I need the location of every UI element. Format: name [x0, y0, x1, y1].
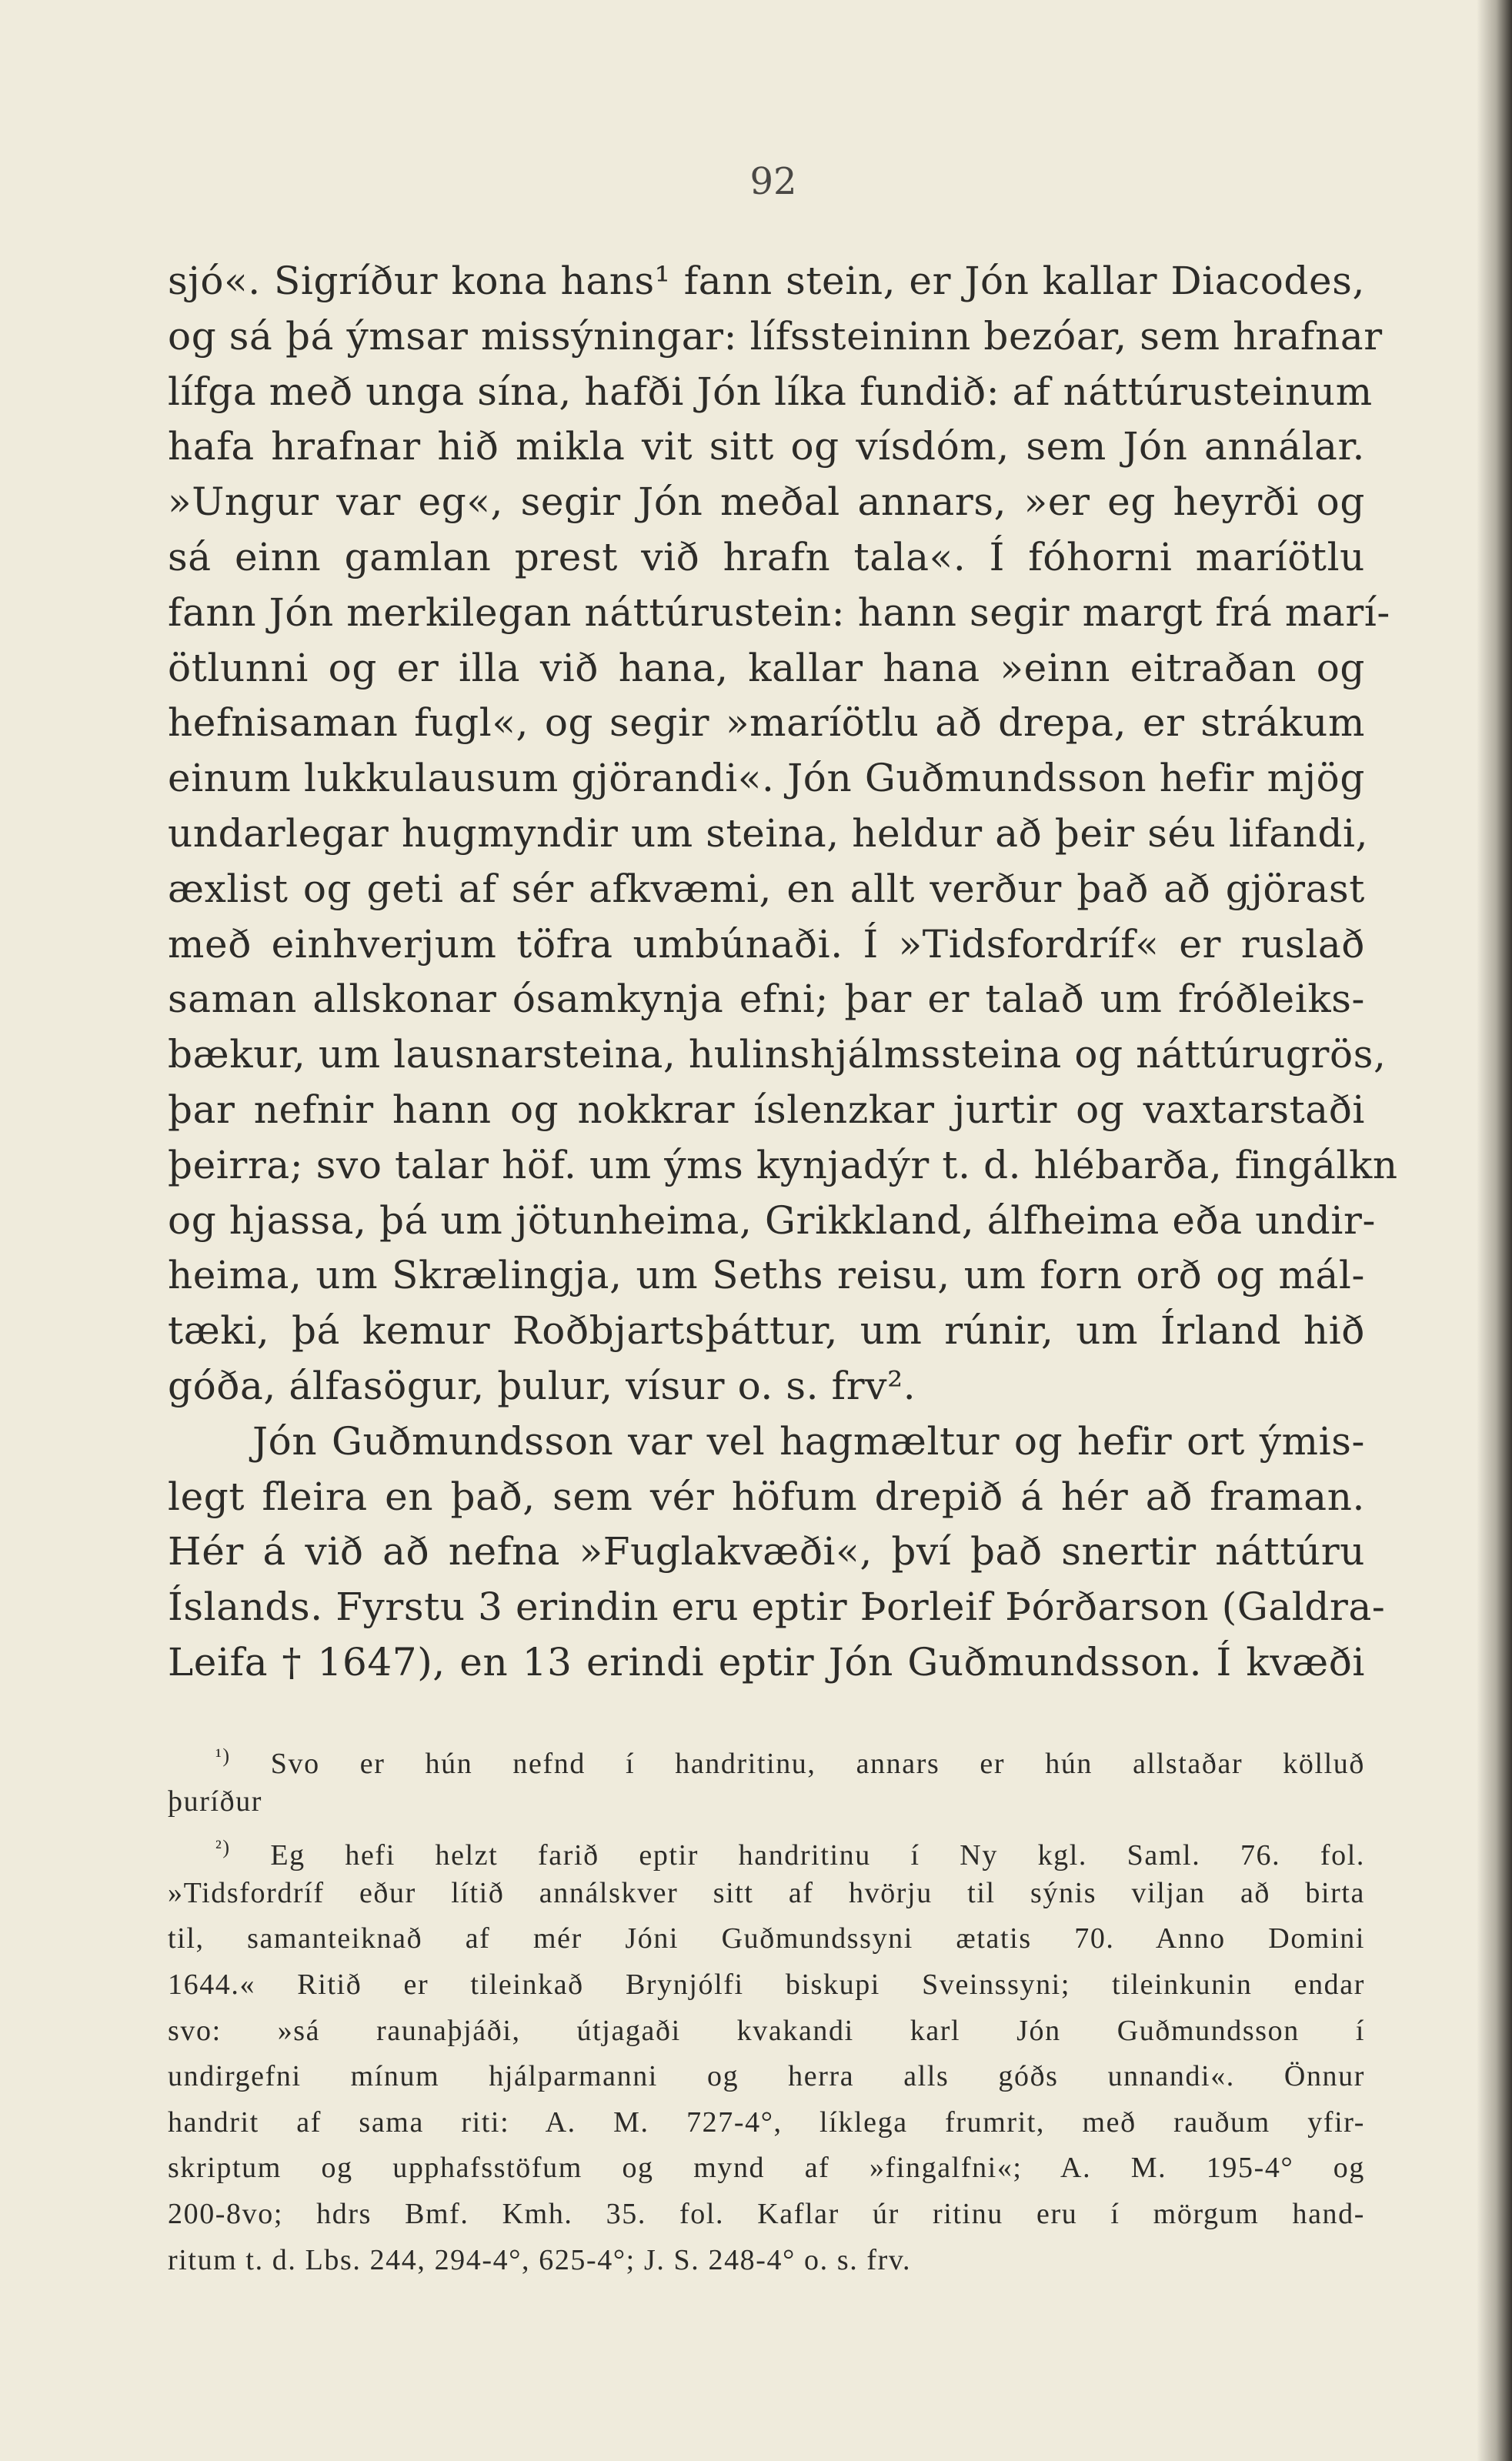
footnote-2-text: Eg hefi helzt farið eptir handritinu í Ny kgl. Saml. 76. fol. [270, 1839, 1365, 1872]
text-line: einum lukkulausum gjörandi«. Jón Guðmundsson hefir mjög [168, 756, 1365, 801]
footnote-2-line: undirgefni mínum hjálparmanni og herra alls góðs unnandi«. Önnur [168, 2060, 1365, 2093]
text-line: fann Jón merkilegan náttúrustein: hann segir margt frá marí- [168, 589, 1390, 635]
text-line: legt fleira en það, sem vér höfum drepið á hér að framan. [168, 1474, 1365, 1519]
text-line: góða, álfasögur, þulur, vísur o. s. frv². [168, 1363, 916, 1408]
text-line: þar nefnir hann og nokkrar íslenzkar jurtir og vaxtarstaði [168, 1087, 1365, 1132]
page-edge-shadow [1477, 0, 1512, 2461]
text-line: Leifa † 1647), en 13 erindi eptir Jón Guðmundsson. Í kvæði [168, 1639, 1365, 1685]
text-line: og sá þá ýmsar missýningar: lífssteininn bezóar, sem hrafnar [168, 313, 1383, 359]
text-line: hefnisaman fugl«, og segir »maríötlu að drepa, er strákum [168, 700, 1365, 746]
footnote-2-line: ritum t. d. Lbs. 244, 294-4°, 625-4°; J. S. 248-4° o. s. frv. [168, 2243, 912, 2276]
text-line: saman allskonar ósamkynja efni; þar er talað um fróðleiks- [168, 977, 1365, 1022]
footnote-2-line: 1644.« Ritið er tileinkað Brynjólfi biskupi Sveinssyni; tileinkunin endar [168, 1968, 1365, 2001]
page-number: 92 [749, 160, 797, 203]
footnote-1-line [168, 1733, 1365, 1779]
footnote-2-line: til, samanteiknað af mér Jóni Guðmundssyni ætatis 70. Anno Domini [168, 1922, 1365, 1955]
footnote-1-text: Svo er hún nefnd í handritinu, annars er hún allstaðar kölluð [270, 1748, 1365, 1780]
text-line: bækur, um lausnarsteina, hulinshjálmssteina og náttúrugrös, [168, 1032, 1387, 1077]
text-line: æxlist og geti af sér afkvæmi, en allt verður það að gjörast [168, 866, 1365, 911]
text-line: undarlegar hugmyndir um steina, heldur að þeir séu lifandi, [168, 810, 1369, 856]
text-line: tæki, þá kemur Roðbjartsþáttur, um rúnir, um Írland hið [168, 1308, 1365, 1354]
footnote-2-line: handrit af sama riti: A. M. 727-4°, líklega frumrit, með rauðum yfir- [168, 2105, 1365, 2139]
footnotes [168, 1733, 1365, 2283]
text-line: ötlunni og er illa við hana, kallar hana »einn eitraðan og [168, 645, 1365, 690]
text-line: lífga með unga sína, hafði Jón líka fundið: af náttúrusteinum [168, 369, 1373, 414]
footnote-2-line [168, 1825, 1365, 1871]
text-line: með einhverjum töfra umbúnaði. Í »Tidsfordríf« er ruslað [168, 921, 1365, 967]
text-line: hafa hrafnar hið mikla vit sitt og vísdóm, sem Jón annálar. [168, 424, 1365, 469]
text-line: sjó«. Sigríður kona hans¹ fann stein, er Jón kallar Diacodes, [168, 259, 1365, 303]
body-text [168, 254, 1398, 1691]
footnote-2-marker: ²) [215, 1836, 231, 1859]
footnote-2-line: skriptum og upphafsstöfum og mynd af »fingalfni«; A. M. 195-4° og [168, 2152, 1365, 2185]
footnote-2-line: svo: »sá raunaþjáði, útjagaði kvakandi karl Jón Guðmundsson í [168, 2014, 1365, 2047]
text-line: sá einn gamlan prest við hrafn tala«. Í fóhorni maríötlu [168, 534, 1365, 579]
footnote-2-line: 200-8vo; hdrs Bmf. Kmh. 35. fol. Kaflar úr ritinu eru í mörgum hand- [168, 2197, 1365, 2230]
text-line: heima, um Skrælingja, um Seths reisu, um forn orð og mál- [168, 1253, 1365, 1298]
text-line: »Ungur var eg«, segir Jón meðal annars, »er eg heyrði og [168, 479, 1365, 525]
text-line: og hjassa, þá um jötunheima, Grikkland, álfheima eða undir- [168, 1197, 1376, 1243]
text-line: Íslands. Fyrstu 3 erindin eru eptir Þorleif Þórðarson (Galdra- [168, 1584, 1386, 1630]
footnote-2-line: »Tidsfordríf eður lítið annálskver sitt af hvörju til sýnis viljan að birta [168, 1876, 1365, 1909]
text-line: þeirra; svo talar höf. um ýms kynjadýr t. d. hlébarða, fingálkn [168, 1142, 1398, 1187]
footnote-1-line: þuríður [168, 1785, 263, 1818]
footnote-1-marker: ¹) [215, 1745, 231, 1767]
text-line: Hér á við að nefna »Fuglakvæði«, því það snertir náttúru [168, 1529, 1365, 1574]
paragraph-start-line: Jón Guðmundsson var vel hagmæltur og hefir ort ýmis- [252, 1418, 1365, 1464]
